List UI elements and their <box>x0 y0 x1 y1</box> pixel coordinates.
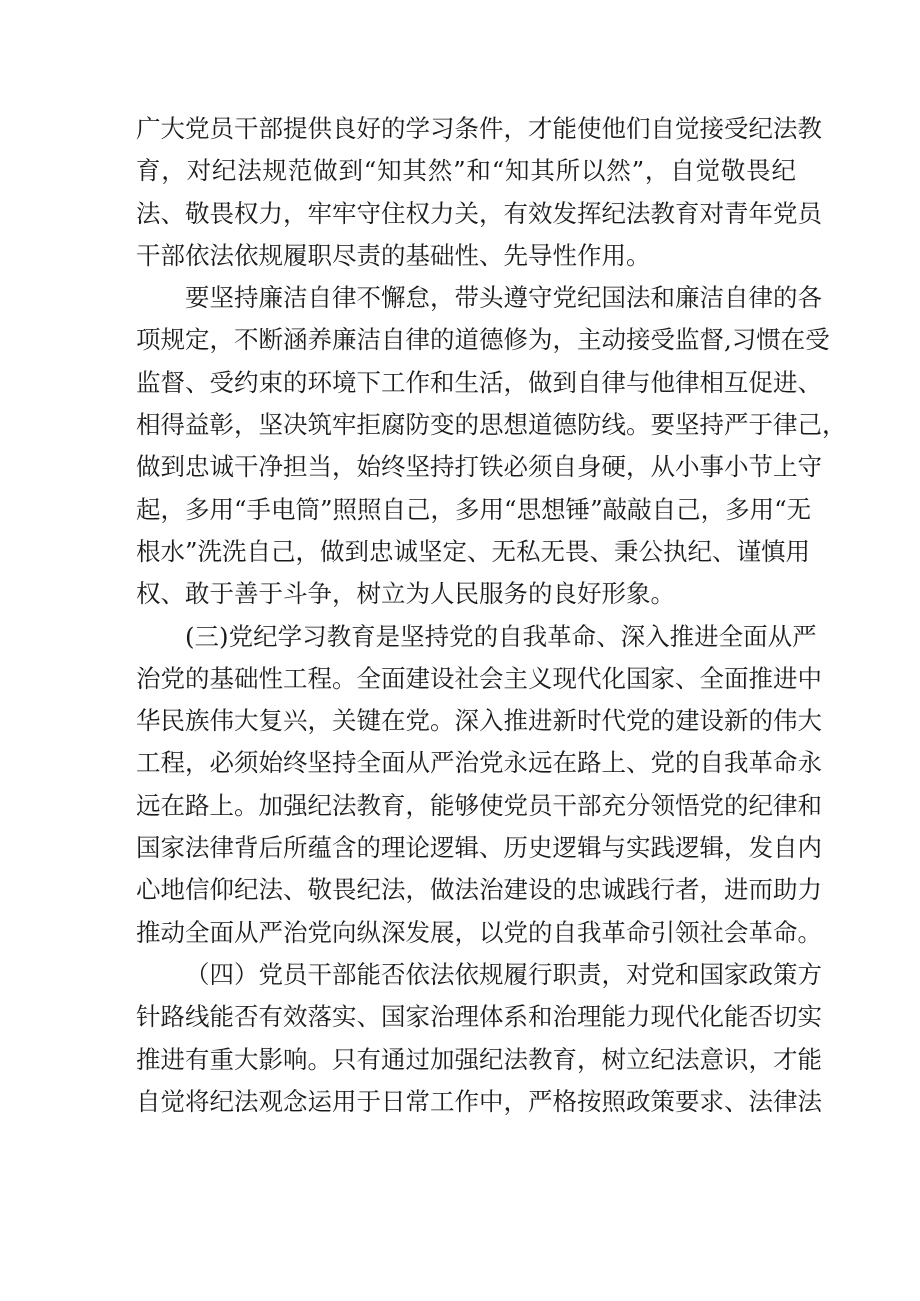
text-line: 针路线能否有效落实、国家治理体系和治理能力现代化能否切实 <box>136 1002 822 1032</box>
text-line: 心地信仰纪法、敬畏纪法，做法治建设的忠诚践行者，进而助力 <box>136 875 822 905</box>
text-line: 工程，必须始终坚持全面从严治党永远在路上、党的自我革命永 <box>136 748 822 778</box>
paragraph-1 <box>136 108 822 277</box>
text-line: 法、敬畏权力，牢牢守住权力关，有效发挥纪法教育对青年党员 <box>136 198 822 228</box>
paragraph-3 <box>136 616 822 954</box>
text-line: 干部依法依规履职尽责的基础性、先导性作用。 <box>136 240 651 270</box>
text-line: 自觉将纪法观念运用于日常工作中，严格按照政策要求、法律法 <box>136 1086 822 1116</box>
text-line: 项规定，不断涵养廉洁自律的道德修为，主动接受监督,习惯在受 <box>136 325 830 355</box>
text-line: 国家法律背后所蕴含的理论逻辑、历史逻辑与实践逻辑，发自内 <box>136 833 822 863</box>
text-line: 起，多用“手电筒”照照自己，多用“思想锤”敲敲自己，多用“无 <box>136 494 812 524</box>
text-line: 要坚持廉洁自律不懈怠，带头遵守党纪国法和廉洁自律的各 <box>185 283 822 313</box>
paragraph-2 <box>136 277 847 615</box>
text-line: 权、敢于善于斗争，树立为人民服务的良好形象。 <box>136 579 675 609</box>
text-line: （四）党员干部能否依法依规履行职责，对党和国家政策方 <box>185 959 822 989</box>
text-line: (三)党纪学习教育是坚持党的自我革命、深入推进全面从严 <box>185 621 817 651</box>
text-line: 远在路上。加强纪法教育，能够使党员干部充分领悟党的纪律和 <box>136 790 822 820</box>
text-line: 相得益彰，坚决筑牢拒腐防变的思想道德防线。要坚持严于律己， <box>136 410 847 440</box>
text-line: 治党的基础性工程。全面建设社会主义现代化国家、全面推进中 <box>136 663 822 693</box>
text-line: 做到忠诚干净担当，始终坚持打铁必须自身硬，从小事小节上守 <box>136 452 822 482</box>
text-line: 育，对纪法规范做到“知其然”和“知其所以然”，自觉敬畏纪 <box>136 156 796 186</box>
document-body <box>136 108 847 1123</box>
text-line: 推进有重大影响。只有通过加强纪法教育，树立纪法意识，才能 <box>136 1044 822 1074</box>
paragraph-4 <box>136 954 822 1123</box>
text-line: 华民族伟大复兴，关键在党。深入推进新时代党的建设新的伟大 <box>136 706 822 736</box>
text-line: 广大党员干部提供良好的学习条件，才能使他们自觉接受纪法教 <box>136 114 822 143</box>
text-line: 监督、受约束的环境下工作和生活，做到自律与他律相互促进、 <box>136 367 822 397</box>
text-line: 推动全面从严治党向纵深发展，以党的自我革命引领社会革命。 <box>136 917 822 947</box>
text-line: 根水”洗洗自己，做到忠诚坚定、无私无畏、秉公执纪、谨慎用 <box>136 536 811 566</box>
